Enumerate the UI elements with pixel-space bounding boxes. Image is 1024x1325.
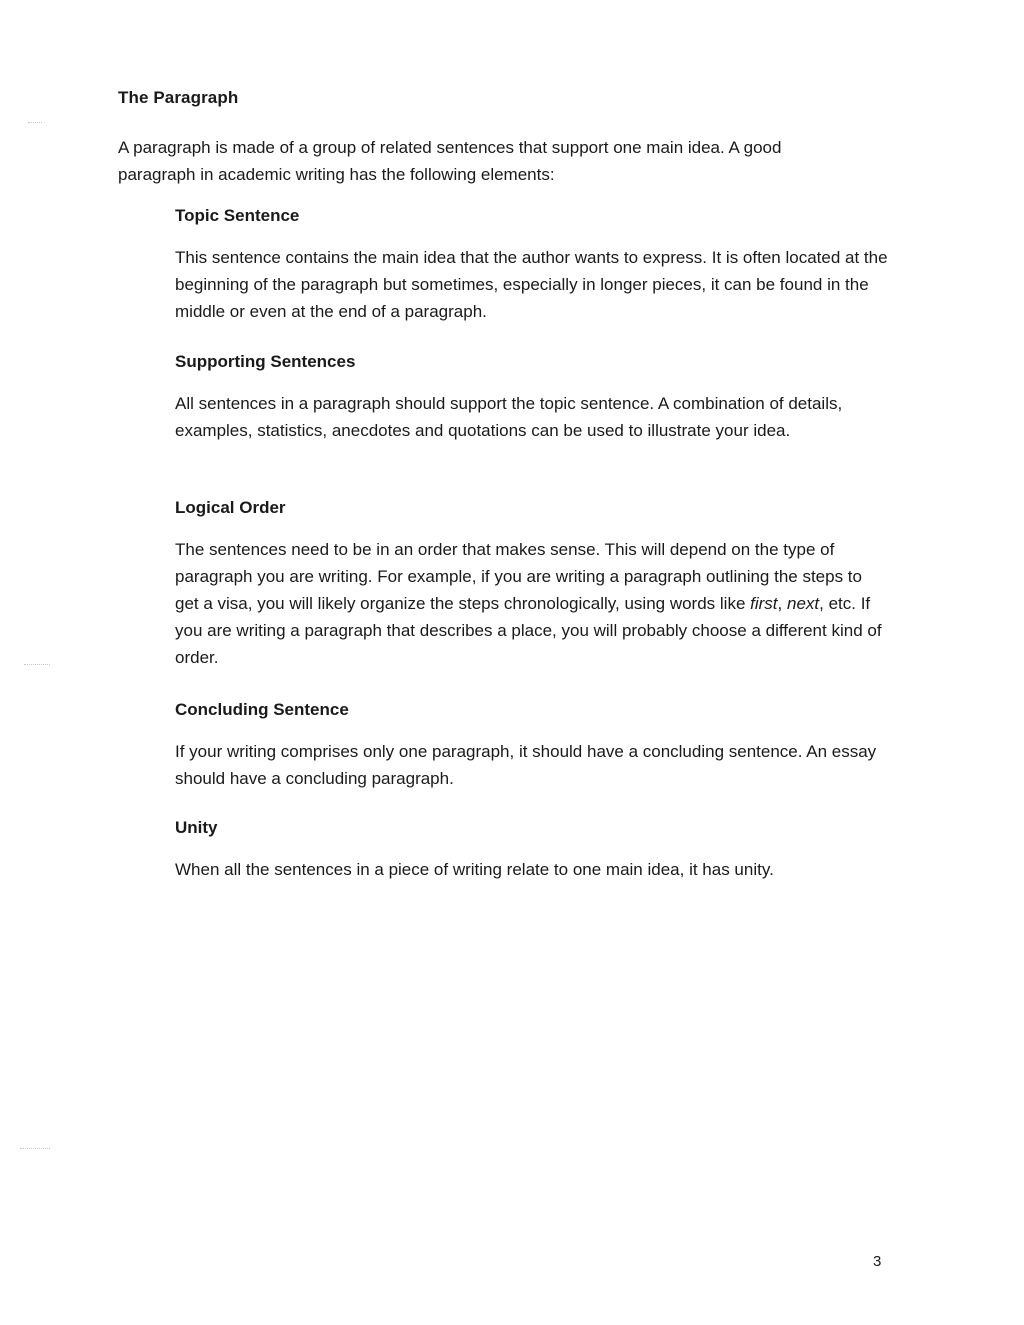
section-heading: Supporting Sentences [175, 352, 356, 371]
section-body: All sentences in a paragraph should support the topic sentence. A combination of details, examples, statistics, anecdotes and quotations can be used to illustrate your idea. [175, 394, 843, 440]
section-body: This sentence contains the main idea that the author wants to express. It is often located at the beginning of the paragraph but sometimes, especially in longer pieces, it can be found in the middle or even at the end of a paragraph. [175, 248, 888, 321]
scan-speck [20, 1148, 50, 1149]
body-text: , etc. If you are writing a paragraph that describes a place, you will probably choose a different kind of order. [175, 594, 882, 667]
section-body: When all the sentences in a piece of writing relate to one main idea, it has unity. [175, 860, 774, 879]
page-number: 3 [873, 1253, 882, 1270]
scan-speck [24, 664, 50, 665]
section-body [175, 536, 890, 671]
section-heading: Logical Order [175, 498, 286, 517]
intro-paragraph: A paragraph is made of a group of related sentences that support one main idea. A good paragraph in academic writing has the following elements: [118, 138, 782, 184]
section-logical-order [175, 498, 890, 671]
section-heading: Topic Sentence [175, 206, 300, 225]
emphasis-first: first [750, 594, 778, 613]
section-unity [175, 818, 890, 883]
section-heading: Unity [175, 818, 218, 837]
page-title: The Paragraph [118, 88, 239, 107]
separator: , [777, 594, 787, 613]
section-topic-sentence [175, 206, 890, 325]
section-concluding-sentence [175, 700, 890, 792]
body-text: The sentences need to be in an order that makes sense. This will depend on the type of paragraph you are writing. For example, if you are writing a paragraph outlining the steps to get a visa, you will likely organize the steps chronologically, using words like [175, 540, 862, 613]
section-heading: Concluding Sentence [175, 700, 349, 719]
scan-speck [28, 122, 42, 123]
emphasis-next: next [786, 594, 820, 613]
section-supporting-sentences [175, 352, 890, 444]
section-body: If your writing comprises only one paragraph, it should have a concluding sentence. An essay should have a concluding paragraph. [175, 742, 877, 788]
